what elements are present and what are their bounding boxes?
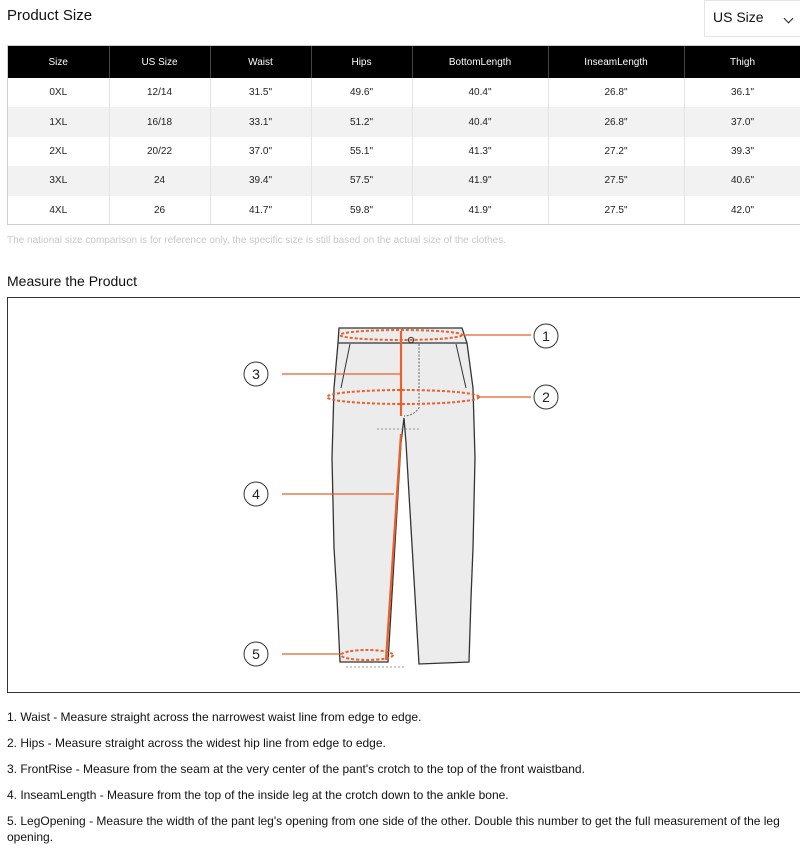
size-unit-select[interactable] bbox=[704, 0, 800, 37]
table-cell: 16/18 bbox=[109, 107, 210, 136]
column-header: Hips bbox=[311, 46, 412, 78]
svg-text:4: 4 bbox=[252, 486, 260, 502]
table-cell: 37.0" bbox=[684, 107, 800, 136]
table-cell: 0XL bbox=[8, 78, 109, 107]
section-title: Measure the Product bbox=[7, 273, 137, 289]
measure-instructions bbox=[7, 709, 787, 850]
table-header-row bbox=[8, 46, 800, 78]
column-header: Size bbox=[8, 46, 109, 78]
table-cell: 39.4" bbox=[210, 166, 311, 195]
table-cell: 40.4" bbox=[412, 78, 548, 107]
table-cell: 39.3" bbox=[684, 137, 800, 166]
marker-1 bbox=[534, 324, 558, 348]
instruction-item: 4. InseamLength - Measure from the top of the inside leg at the crotch down to the ankle bone. bbox=[7, 788, 509, 802]
instruction-item: 5. LegOpening - Measure the width of the pant leg's opening from one side of the other. Double this number to get the full measurement of the leg opening. bbox=[7, 814, 780, 844]
size-unit-selected: US Size bbox=[713, 9, 764, 25]
table-cell: 4XL bbox=[8, 196, 109, 225]
table-cell: 26.8" bbox=[548, 107, 684, 136]
table-cell: 59.8" bbox=[311, 196, 412, 225]
table-cell: 37.0" bbox=[210, 137, 311, 166]
size-table bbox=[7, 45, 800, 225]
table-cell: 40.4" bbox=[412, 107, 548, 136]
size-note: The national size comparison is for reference only, the specific size is still based on the actual size of the clothes. bbox=[7, 235, 506, 246]
table-cell: 40.6" bbox=[684, 166, 800, 195]
marker-4 bbox=[244, 482, 268, 506]
table-cell: 41.9" bbox=[412, 196, 548, 225]
column-header: InseamLength bbox=[548, 46, 684, 78]
table-cell: 51.2" bbox=[311, 107, 412, 136]
table-cell: 27.2" bbox=[548, 137, 684, 166]
instruction-item: 3. FrontRise - Measure from the seam at the very center of the pant's crotch to the top of the front waistband. bbox=[7, 762, 585, 776]
svg-text:5: 5 bbox=[252, 646, 260, 662]
table-cell: 41.7" bbox=[210, 196, 311, 225]
table-cell: 26 bbox=[109, 196, 210, 225]
table-row bbox=[8, 107, 800, 136]
table-cell: 2XL bbox=[8, 137, 109, 166]
table-cell: 36.1" bbox=[684, 78, 800, 107]
table-cell: 41.9" bbox=[412, 166, 548, 195]
marker-2 bbox=[534, 385, 558, 409]
table-cell: 55.1" bbox=[311, 137, 412, 166]
marker-5 bbox=[244, 642, 268, 666]
table-cell: 3XL bbox=[8, 166, 109, 195]
table-cell: 31.5" bbox=[210, 78, 311, 107]
table-cell: 41.3" bbox=[412, 137, 548, 166]
svg-text:1: 1 bbox=[542, 328, 550, 344]
column-header: Waist bbox=[210, 46, 311, 78]
column-header: US Size bbox=[109, 46, 210, 78]
pants-illustration bbox=[332, 328, 475, 667]
size-header bbox=[7, 0, 800, 38]
table-row bbox=[8, 78, 800, 107]
instruction-item: 2. Hips - Measure straight across the widest hip line from edge to edge. bbox=[7, 736, 386, 750]
marker-3 bbox=[244, 362, 268, 386]
page-title: Product Size bbox=[7, 7, 93, 24]
column-header: BottomLength bbox=[412, 46, 548, 78]
table-cell: 20/22 bbox=[109, 137, 210, 166]
table-cell: 27.5" bbox=[548, 166, 684, 195]
chevron-down-icon bbox=[784, 14, 794, 24]
instruction-item: 1. Waist - Measure straight across the narrowest waist line from edge to edge. bbox=[7, 710, 422, 724]
measure-diagram bbox=[7, 297, 800, 693]
table-cell: 1XL bbox=[8, 107, 109, 136]
table-cell: 49.6" bbox=[311, 78, 412, 107]
table-cell: 26.8" bbox=[548, 78, 684, 107]
svg-text:3: 3 bbox=[252, 366, 260, 382]
table-cell: 12/14 bbox=[109, 78, 210, 107]
column-header: Thigh bbox=[684, 46, 800, 78]
table-row bbox=[8, 196, 800, 225]
table-cell: 42.0" bbox=[684, 196, 800, 225]
table-cell: 33.1" bbox=[210, 107, 311, 136]
svg-text:2: 2 bbox=[542, 389, 550, 405]
table-cell: 24 bbox=[109, 166, 210, 195]
table-cell: 27.5" bbox=[548, 196, 684, 225]
table-row bbox=[8, 137, 800, 166]
table-cell: 57.5" bbox=[311, 166, 412, 195]
table-row bbox=[8, 166, 800, 195]
